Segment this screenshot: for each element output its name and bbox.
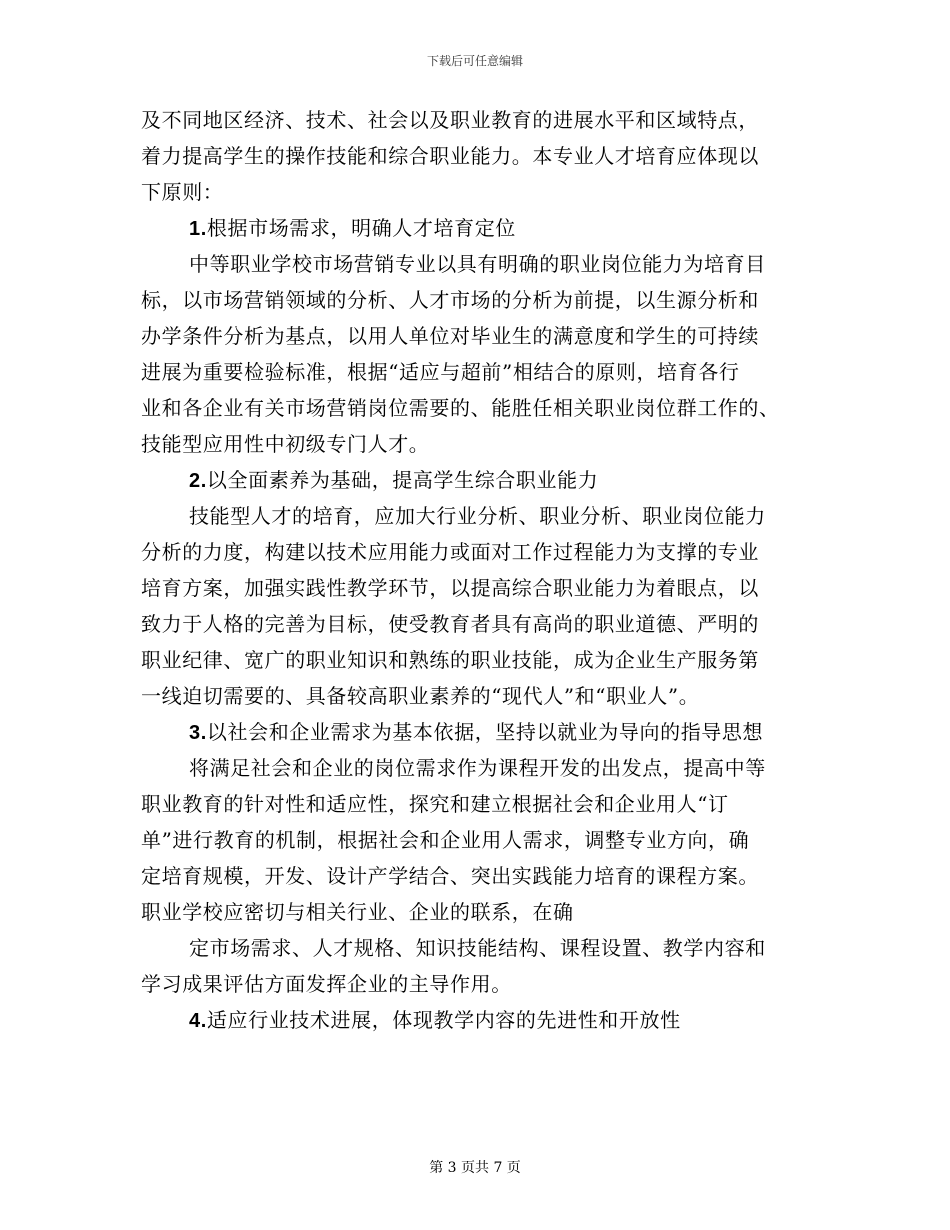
paragraph-line: 致力于人格的完善为目标，使受教育者具有高尚的职业道德、严明的 (141, 612, 759, 636)
paragraph-line: 进展为重要检验标准，根据“适应与超前”相结合的原则，培育各行 (141, 360, 740, 384)
page-footer-number: 第 3 页共 7 页 (429, 1160, 521, 1176)
paragraph-line: 将满足社会和企业的岗位需求作为课程开发的出发点，提高中等 (189, 756, 766, 780)
section-heading-3 (141, 714, 821, 750)
heading-text: 以社会和企业需求为基本依据，坚持以就业为导向的指导思想 (206, 720, 764, 744)
paragraph-line: 一线迫切需要的、具备较高职业素养的“现代人”和“职业人”。 (141, 684, 700, 708)
paragraph-line: 分析的力度，构建以技术应用能力或面对工作过程能力为支撑的专业 (141, 540, 759, 564)
paragraph-line: 定市场需求、人才规格、知识技能结构、课程设置、教学内容和 (189, 936, 766, 960)
paragraph-line: 业和各企业有关市场营销岗位需要的、能胜任相关职业岗位群工作的、 (141, 396, 780, 420)
paragraph-line: 职业教育的针对性和适应性，探究和建立根据社会和企业用人“订 (141, 792, 729, 816)
paragraph-line: 职业纪律、宽广的职业知识和熟练的职业技能，成为企业生产服务第 (141, 648, 759, 672)
paragraph-line: 职业学校应密切与相关行业、企业的联系，在确 (141, 900, 574, 924)
paragraph-line: 技能型应用性中初级专门人才。 (141, 432, 430, 456)
section-heading-1 (141, 210, 821, 246)
page-header-note: 下载后可任意编辑 (426, 54, 523, 68)
paragraph-line: 单”进行教育的机制，根据社会和企业用人需求，调整专业方向，确 (141, 828, 750, 852)
paragraph-line: 技能型人才的培育，应加大行业分析、职业分析、职业岗位能力 (189, 504, 766, 528)
paragraph-line: 着力提高学生的操作技能和综合职业能力。本专业人才培育应体现以 (141, 144, 759, 168)
heading-text: 根据市场需求，明确人才培育定位 (206, 216, 516, 240)
paragraph-line: 办学条件分析为基点，以用人单位对毕业生的满意度和学生的可持续 (141, 324, 759, 348)
paragraph-line: 中等职业学校市场营销专业以具有明确的职业岗位能力为培育目 (189, 252, 766, 276)
section-heading-4 (141, 1002, 821, 1038)
heading-number: 2. (189, 470, 207, 492)
heading-text: 适应行业技术进展，体现教学内容的先进性和开放性 (206, 1008, 681, 1032)
heading-text: 以全面素养为基础，提高学生综合职业能力 (206, 468, 599, 492)
paragraph-line: 标，以市场营销领域的分析、人才市场的分析为前提，以生源分析和 (141, 288, 759, 312)
paragraph-line: 下原则： (141, 180, 224, 204)
paragraph-line: 学习成果评估方面发挥企业的主导作用。 (141, 972, 512, 996)
heading-number: 4. (189, 1010, 207, 1032)
section-heading-2 (141, 462, 821, 498)
document-body (141, 102, 821, 1038)
paragraph-line: 培育方案，加强实践性教学环节，以提高综合职业能力为着眼点，以 (141, 576, 759, 600)
heading-number: 3. (189, 722, 207, 744)
paragraph-line: 及不同地区经济、技术、社会以及职业教育的进展水平和区域特点， (141, 108, 759, 132)
heading-number: 1. (189, 218, 207, 240)
paragraph-line: 定培育规模，开发、设计产学结合、突出实践能力培育的课程方案。 (141, 864, 759, 888)
